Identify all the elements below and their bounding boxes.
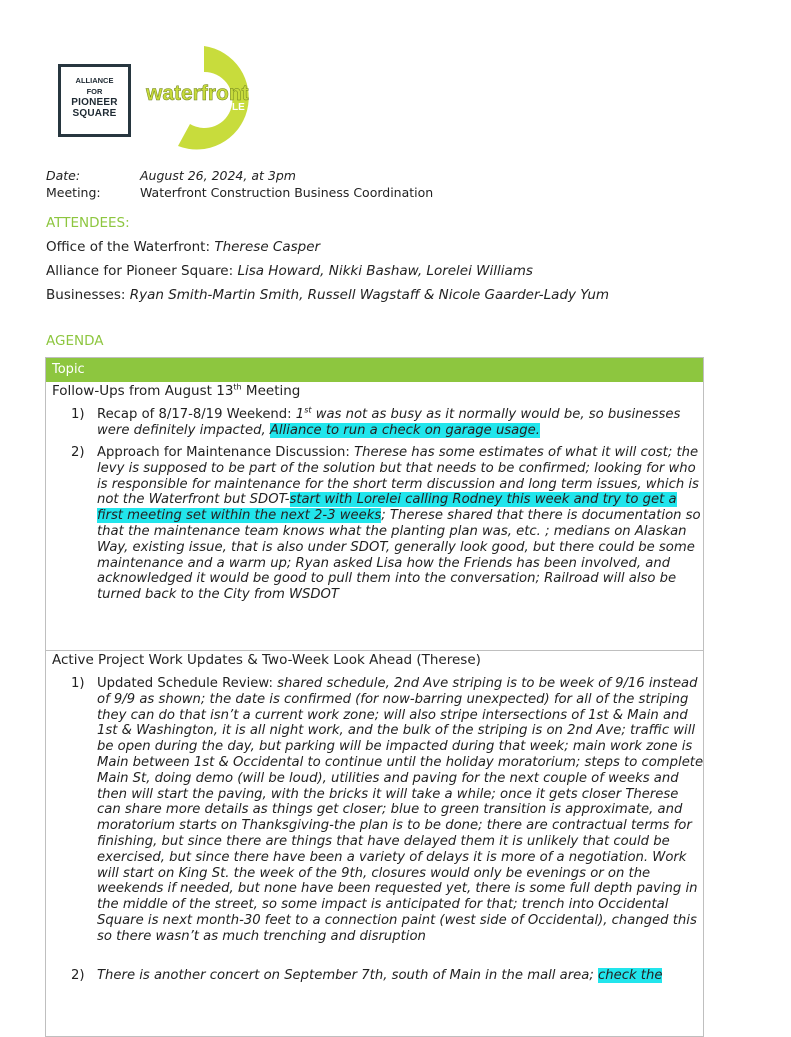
item-body-part: was not as busy as it normally would be, so businesses were definitely impacted, — [97, 407, 681, 438]
item-number: 2) — [71, 445, 85, 460]
section-title-followups — [52, 383, 300, 399]
logo-line: FOR — [86, 87, 103, 96]
attendee-names: Therese Casper — [214, 239, 321, 255]
meeting-label: Meeting: — [46, 185, 101, 200]
attendee-line-businesses — [46, 287, 609, 303]
date-value: August 26, 2024, at 3pm — [140, 168, 296, 183]
alliance-for-pioneer-square-logo — [58, 64, 131, 137]
attendee-label: Businesses: — [46, 287, 126, 303]
logo-line: SQUARE — [72, 108, 117, 119]
attendee-names: Ryan Smith-Martin Smith, Russell Wagstaff & Nicole Gaarder-Lady Yum — [129, 287, 610, 303]
section-title-project-updates: Active Project Work Updates & Two-Week Look Ahead (Therese) — [52, 652, 481, 668]
item-text — [97, 676, 704, 945]
attendee-label: Office of the Waterfront: — [46, 239, 211, 255]
item-number: 1) — [71, 407, 85, 422]
action-item-highlight: start with Lorelei calling Rodney this week and try to get a first meeting set within the next 2-3 weeks — [97, 492, 677, 524]
attendees-heading: ATTENDEES: — [46, 215, 130, 231]
item-lead: Updated Schedule Review: — [97, 676, 278, 691]
attendee-line-alliance — [46, 263, 533, 279]
title-sup: th — [233, 382, 242, 392]
item-number: 1) — [71, 676, 85, 691]
item-lead: Approach for Maintenance Discussion: — [97, 445, 355, 460]
title-text: Follow-Ups from August 13 — [52, 383, 234, 399]
attendee-names: Lisa Howard, Nikki Bashaw, Lorelei Williams — [237, 263, 533, 279]
item-body: Therese has some estimates of what it will cost; the levy is supposed to be part of the solution but that needs to be confirmed; looking for who is responsible for maintenance for the short term discussion and long term issues, which is not the Waterfront but SDOT- — [97, 445, 699, 508]
agenda-table — [45, 357, 704, 1037]
meeting-value: Waterfront Construction Business Coordination — [140, 185, 434, 200]
item-body-tail: ; Therese shared that there is documentation so that the maintenance team knows what the planting plan was, etc. ; medians on Alaskan Way, existing issue, that is also under SDOT, generally look good, but there could be some maintenance and a warm up; Ryan asked Lisa how the Friends has been involved, and acknowledged it would be good to pull them into the conversation; Railroad will also be turned back to the City from WSDOT — [97, 508, 701, 603]
attendee-label: Alliance for Pioneer Square: — [46, 263, 234, 279]
attendee-line-office — [46, 239, 320, 255]
row-divider — [46, 650, 703, 651]
logo-word: waterfront — [146, 82, 249, 105]
title-text: Meeting — [241, 383, 301, 399]
item-text — [97, 968, 704, 984]
item-text — [97, 445, 704, 603]
item-body-part: 1 — [295, 407, 305, 422]
action-item-highlight: check the — [598, 968, 663, 983]
waterfront-seattle-logo — [142, 44, 256, 152]
item-sup: st — [304, 405, 312, 415]
item-number: 2) — [71, 968, 85, 983]
logo-line: PIONEER — [71, 97, 118, 108]
agenda-heading: AGENDA — [46, 333, 104, 349]
item-text — [97, 407, 704, 439]
column-header-topic: Topic — [52, 362, 85, 377]
logo-line: ALLIANCE — [75, 76, 114, 85]
item-body: shared schedule, 2nd Ave striping is to be week of 9/16 instead of 9/9 as shown; the date is confirmed (for now-barring unexpected) for all of the striping they can do that isn’t a current work zone; will also stripe intersections of 1st & Main and 1st & Washington, it is all night work, and the bulk of the striping is on 2nd Ave; traffic will be open during the day, but parking will be impacted during that week; main work zone is Main between 1st & Occidental to continue until the holiday moratorium; steps to complete Main St, doing demo (will be loud), utilities and paving for the next couple of weeks and then will start the paving, with the bricks it will take a while; once it gets closer Therese can share more details as things get closer; blue to green transition is approximate, and moratorium starts on Thanksgiving-the plan is to be done; there are contractual terms for finishing, but since there are things that have delayed them it is unlikely that could be exercised, but since there have been a variety of delays it is more of a negotiation. Work will start on King St. the week of the 9th, closures would only be evenings or on the weekends if needed, but none have been requested yet, there is some full depth paving in the middle of the street, so some impact is anticipated for that; trench into Occidental Square is next month-30 feet to a connection paint (west side of Occidental), changed this so there wasn’t as much trenching and disruption — [97, 676, 704, 944]
item-body: There is another concert on September 7th, south of Main in the mall area; — [97, 968, 598, 983]
action-item-highlight: Alliance to run a check on garage usage. — [269, 422, 540, 438]
agenda-table-header — [46, 358, 703, 382]
logo-city: SEATTLE — [200, 102, 245, 113]
item-lead: Recap of 8/17-8/19 Weekend: — [97, 407, 296, 422]
date-label: Date: — [46, 168, 81, 183]
